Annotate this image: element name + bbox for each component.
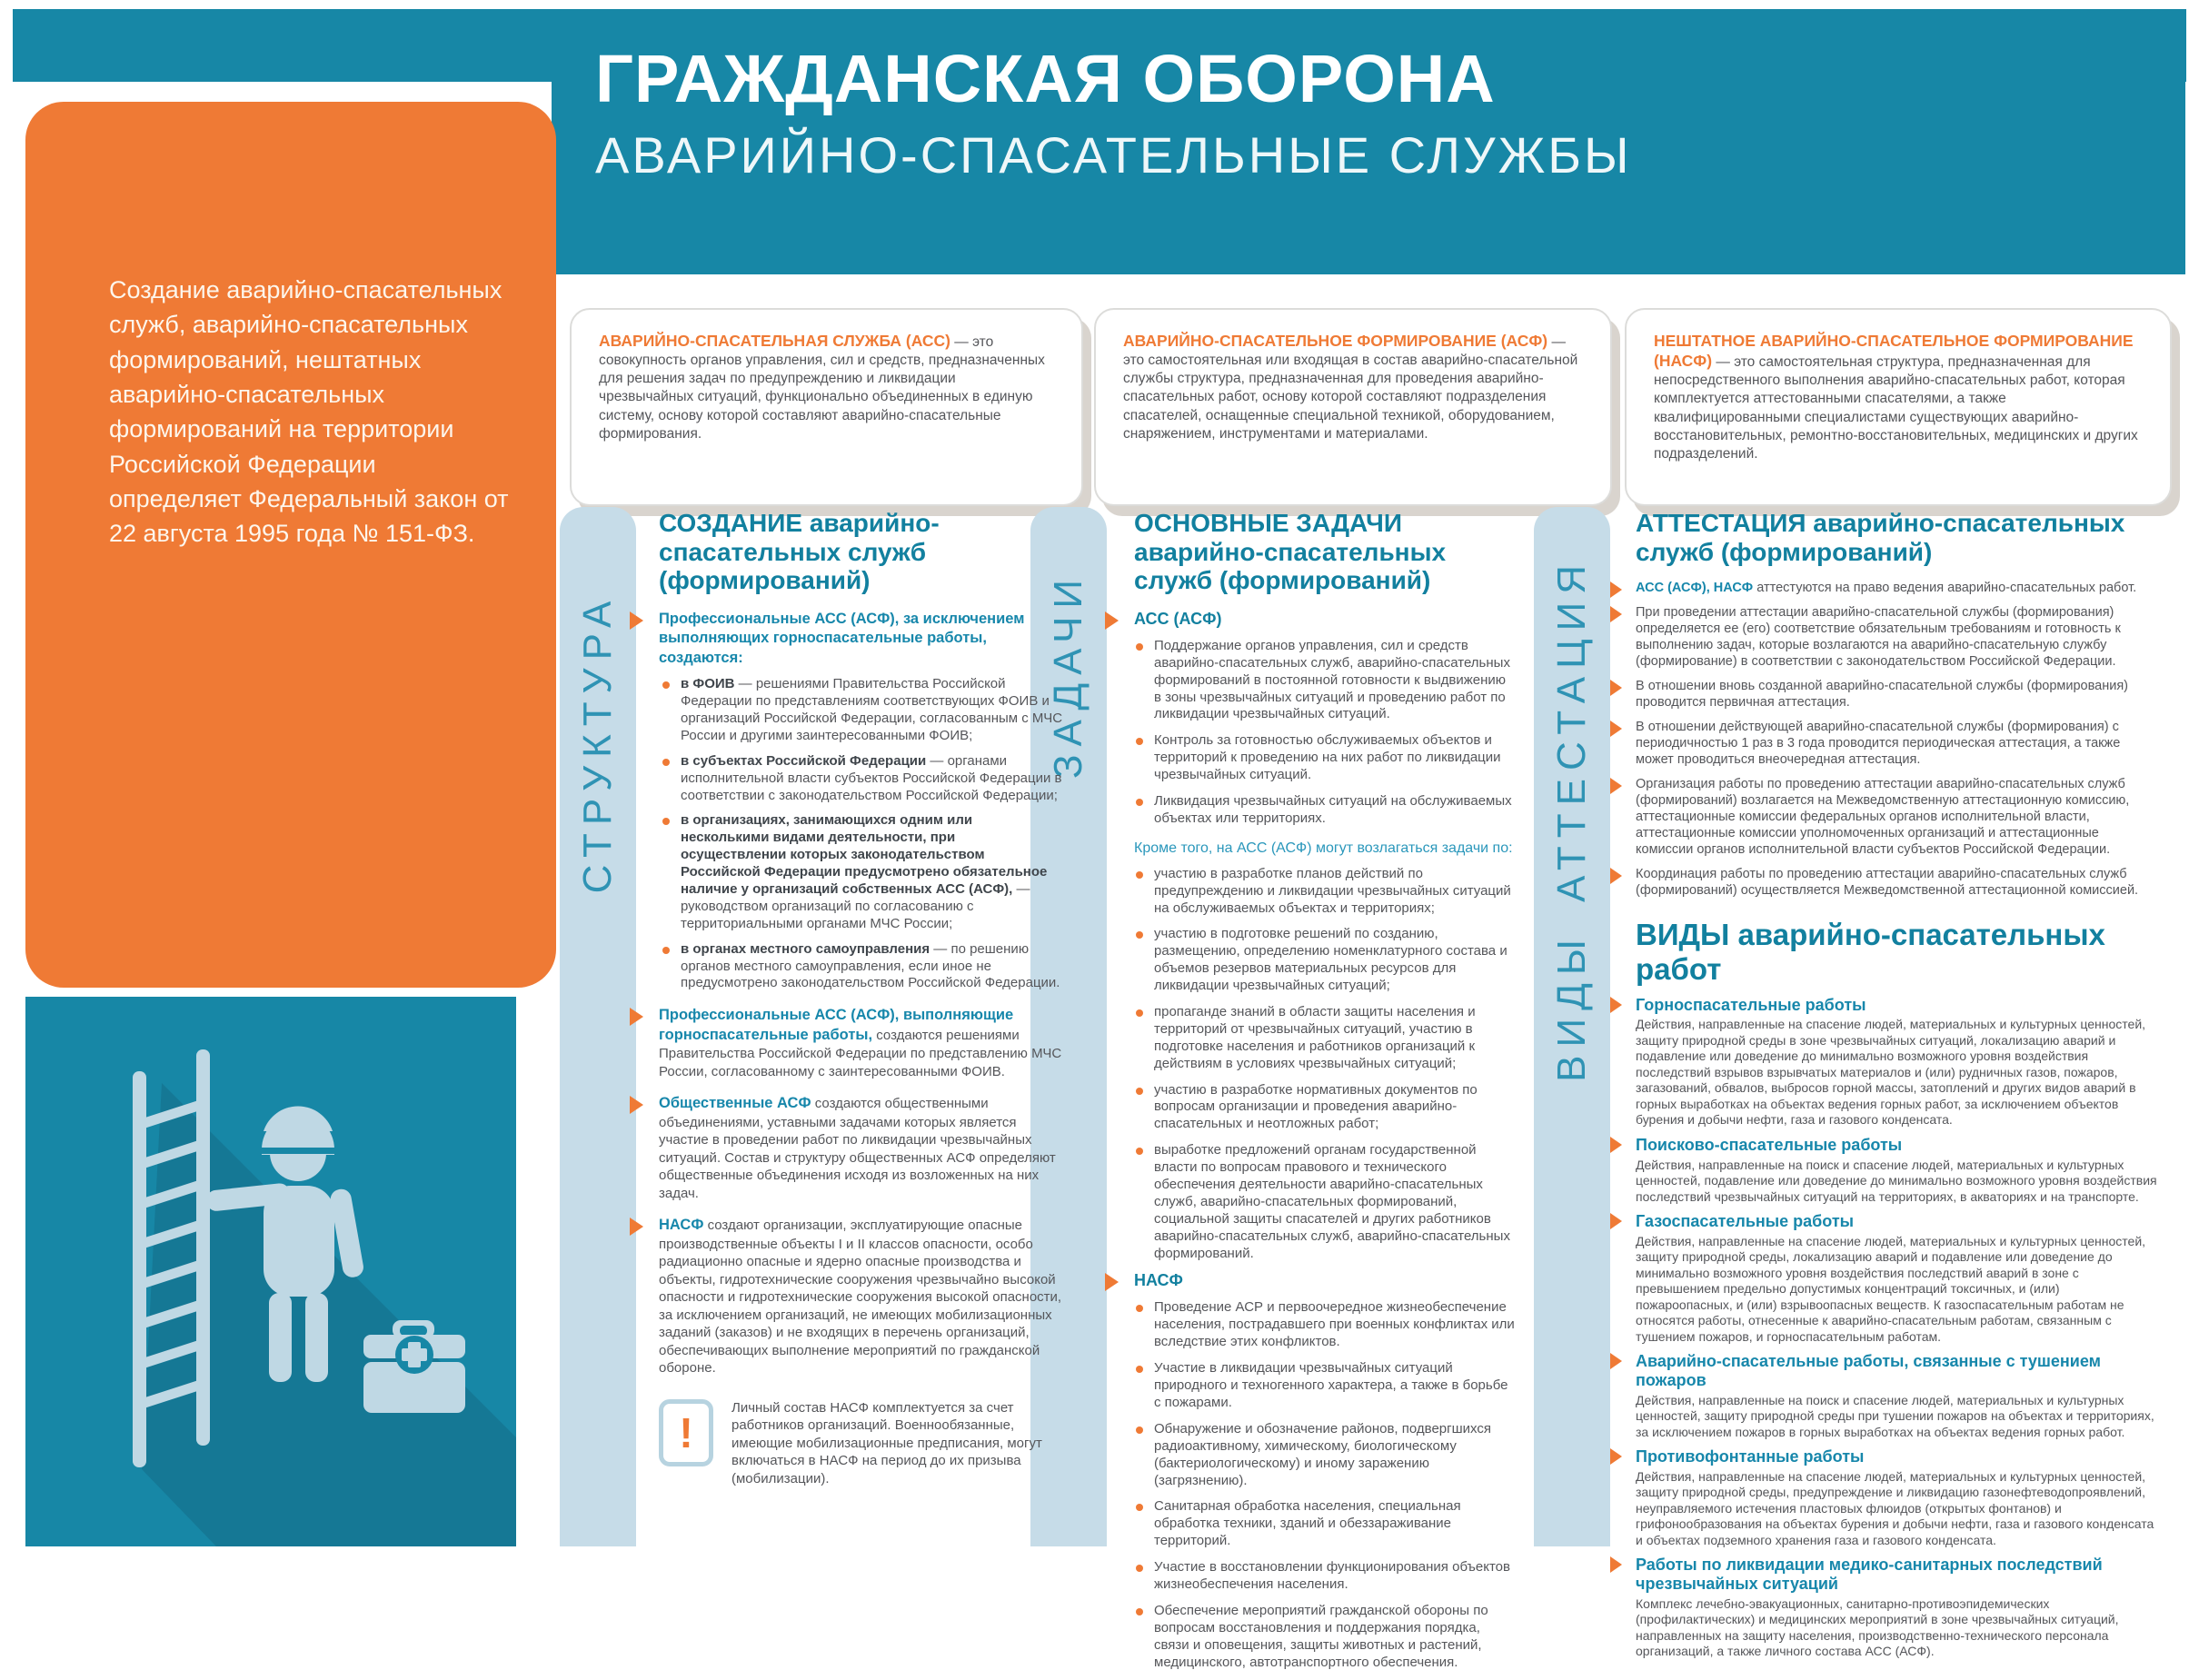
work-type-text: Действия, направленные на спасение людей, материальных и культурных ценностей, защиту природной среды в зоне чрезвычайных ситуаций, локализацию аварий и подавление или доведение до минимально возможного уровня воздействия последствий взрывов взрывчатых материалов и (или) рудничных газов, пожаров, загазований, обвалов, выбросов горной массы, затоплений и других видов аварий в горных выработках на объектах ведения горных работ, за исключением объектов бурения и добычи нефти, газа и газового конденсата. [1636,1017,2146,1128]
tasks-group-extra [1134,840,1516,1263]
list-item: в субъектах Российской Федерации — органами исполнительной власти субъектов Российской Федерации в соответствии с законодательством Российской Федерации; [659,753,1063,805]
arrow-right-icon [1610,778,1622,794]
list-item: в ФОИВ — решениями Правительства Российской Федерации по представлениям соответствующих ФОИВ и организаций Российской Федерации, согласованным с МЧС России и другими заинтересованными ФОИВ; [659,676,1063,745]
work-type-text: Действия, направленные на поиск и спасение людей, материальных и культурных ценностей, подавление или доведение до минимально возможного уровня воздействия последствий чрезвычайных ситуаций на территориях, в акваториях и на транспорте. [1636,1157,2157,1204]
section-lead [659,610,1063,668]
attestation-item: АСС (АСФ), НАСФ аттестуются на право ведения аварийно-спасательных работ. [1636,581,2158,597]
list-item: пропаганде знаний в области защиты населения и территорий от чрезвычайных ситуаций, участию в подготовке населения и работников организаций к действиям в условиях чрезвычайных ситуаций; [1134,1004,1516,1073]
work-type-name: Горноспасательные работы [1636,995,1866,1014]
arrow-right-icon [1610,1448,1622,1465]
column-attestation [1636,509,2158,1667]
tasks-bullet-list [1134,866,1516,1263]
work-type-text: Действия, направленные на спасение людей, материальных и культурных ценностей, защиту природной среды, предупреждение и ликвидацию газонефтеводопроявлений, неуправляемого истечения пластовых флюидов (открытых фонтанов) и грифонообразования на объектах бурения и добычи нефти, газа и газового конденсата и объектах подземного хранения газа и газового конденсата. [1636,1468,2154,1547]
definition-term: АВАРИЙНО-СПАСАТЕЛЬНОЕ ФОРМИРОВАНИЕ (АСФ) [1123,332,1548,350]
attestation-item: В отношении вновь созданной аварийно-спасательной службы (формирования) проводится первичная аттестация. [1636,679,2158,711]
definition-term: АВАРИЙНО-СПАСАТЕЛЬНАЯ СЛУЖБА (АСС) [599,332,950,350]
column-tasks [1134,509,1516,1680]
exclamation-icon: ! [659,1399,713,1466]
definition-card-nasf [1625,308,2172,506]
intro-panel [25,102,556,988]
arrow-right-icon [630,1096,643,1114]
arrow-right-icon [1610,997,1622,1013]
definition-card-asf [1094,308,1612,506]
header [552,9,2185,274]
structure-section [659,610,1063,992]
work-type [1636,1352,2158,1440]
work-type-name: Противофонтанные работы [1636,1447,1865,1466]
work-type [1636,996,2158,1128]
list-item: Контроль за готовностью обслуживаемых объектов и территорий к проведению на них работ по ликвидации чрезвычайных ситуаций. [1134,732,1516,784]
structure-bullet-list [659,676,1063,992]
work-type [1636,1447,2158,1548]
list-item: Обеспечение мероприятий гражданской обороны по вопросам восстановления и поддержания порядка, связи и оповещения, защиты животных и растений, медицинского, автотранспортного обеспечения. [1134,1603,1516,1672]
work-type-text: Действия, направленные на спасение людей, материальных и культурных ценностей, защиту природной среды, локализацию аварий и подавление или доведение до минимально возможного уровня воздействия последствий аварий в зоне с превышением предельно допустимых концентраций токсичных, и (или) пожароопасных, и (или) взрывоопасных веществ. К газоспасательным работам не относятся работы, отнесенные к аварийно-спасательным работам, связанным с тушением пожаров, и горноспасательным работам. [1636,1233,2146,1344]
list-item: Проведение АСР и первоочередное жизнеобеспечение населения, пострадавшего при военных конфликтах или вследствие этих конфликтов. [1134,1299,1516,1351]
section-lead: Профессиональные АСС (АСФ), выполняющие горноспасательные работы, создаются решениями Правительства Российской Федерации по представлению МЧС России, согласованному с заинтересованными ФОИВ. [659,1007,1062,1079]
structure-section [659,1094,1063,1202]
arrow-right-icon [1610,1556,1622,1573]
arrow-right-icon [630,1008,643,1026]
work-type-name: Работы по ликвидации медико-санитарных последствий чрезвычайных ситуаций [1636,1556,2103,1594]
list-item: Ликвидация чрезвычайных ситуаций на обслуживаемых объектах или территориях. [1134,793,1516,828]
group-subheading: АСС (АСФ) [1134,610,1516,629]
arrow-right-icon [630,1218,643,1236]
list-item: Участие в восстановлении функционирования объектов жизнеобеспечения населения. [1134,1559,1516,1594]
arrow-right-icon [1610,606,1622,622]
definition-text: — это самостоятельная структура, предназначенная для непосредственного выполнения аварийно-спасательных работ, которая комплектуется аттестованными спасателями, а также квалифицированными специалистами существующих аварийно-восстановительных, ремонтно-восстановительных, медицинских и других подразделений. [1654,354,2138,462]
structure-section [659,1006,1063,1080]
arrow-right-icon [1105,611,1119,630]
vertical-label-tasks: ЗАДАЧИ [1046,571,1090,780]
definition-text: — это совокупность органов управления, сил и средств, предназначенных для решения задач по предупреждению и ликвидации чрезвычайных ситуаций, функционально объединенных в единую систему, основу которой составляют аварийно-спасательные формирования. [599,334,1045,442]
list-item: Поддержание органов управления, сил и средств аварийно-спасательных служб, аварийно-спасательных формирований в постоянной готовности к выдвижению в зоны чрезвычайных ситуаций и проведению работ по ликвидации чрезвычайных ситуаций. [1134,638,1516,723]
tasks-group-ass [1134,610,1516,828]
section-lead: Общественные АСФ создаются общественными объединениями, уставными задачами которых является участие в проведении работ по ликвидации чрезвычайных ситуаций. Состав и структуру общественных АСФ определяют общественные объединения исходя из возложенных на них задач. [659,1095,1056,1201]
strip-structure [560,507,636,1546]
tasks-bullet-list [1134,1299,1516,1671]
list-item: в организациях, занимающихся одним или несколькими видами деятельности, при осуществлении которых законодательством Российской Федерации предусмотрено обязательное наличие у организаций собственных АСС (АСФ), — руководством организаций по согласованию с территориальными органами МЧС России; [659,812,1063,932]
arrow-right-icon [1610,582,1622,598]
group-lead: Кроме того, на АСС (АСФ) могут возлагаться задачи по: [1134,840,1513,856]
work-type-text: Действия, направленные на поиск и спасение людей, материальных и культурных ценностей, защиту природной среды при тушении пожаров на объектах и территориях, за исключением пожаров в горных выработках на объектах ведения горных работ. [1636,1392,2154,1439]
arrow-right-icon [1105,1273,1119,1291]
work-type [1636,1136,2158,1205]
column-structure [659,509,1063,1487]
page-title: ГРАЖДАНСКАЯ ОБОРОНА [595,41,1496,116]
work-type-text: Комплекс лечебно-эвакуационных, санитарно-противоэпидемических (профилактических) и медицинских мероприятий в зоне чрезвычайных ситуаций, направленных на защиту населения, производственно-технического персонала организаций, а также личного состава АСС (АСФ). [1636,1596,2119,1659]
column-heading: СОЗДАНИЕ аварийно-спасательных служб (формирований) [659,509,940,595]
vertical-label-structure: СТРУКТУРА [575,592,620,894]
types-heading: ВИДЫ аварийно-спасательных работ [1636,917,2105,986]
section-lead-bold: Профессиональные АСС (АСФ), за исключением выполняющих горноспасательные работы, создаются: [659,610,1025,666]
note-text: Личный состав НАСФ комплектуется за счет работников организаций. Военнообязанные, имеющие мобилизационные предписания, могут включаться в НАСФ на период до их призыва (мобилизации). [731,1399,1042,1486]
arrow-right-icon [1610,1213,1622,1229]
work-type-name: Поисково-спасательные работы [1636,1135,1903,1154]
tasks-group-nasf [1134,1271,1516,1671]
arrow-right-icon [1610,721,1622,737]
note-box [659,1399,1063,1488]
work-type [1636,1556,2158,1659]
arrow-right-icon [1610,1137,1622,1153]
work-type-name: Газоспасательные работы [1636,1212,1855,1231]
intro-text: Создание аварийно-спасательных служб, аварийно-спасательных формирований, нештатных аварийно-спасательных формирований на территории Российской Федерации определяет Федеральный закон от 22 августа 1995 года № 151-ФЗ. [109,276,509,548]
list-item: Обнаружение и обозначение районов, подвергшихся радиоактивному, химическому, биологическому (бактериологическому) и иному заражению (загрязнению). [1134,1421,1516,1490]
structure-section [659,1216,1063,1377]
section-lead: НАСФ создают организации, эксплуатирующие опасные производственные объекты I и II классов опасности, особо радиационно опасные и ядерно опасные производства и объекты, гидротехнические сооружения чрезвычайно высокой опасности и гидротехнические сооружения высокой опасности, за исключением организаций, не имеющих мобилизационных заданий (заказов) и не входящих в перечень организаций, обеспечивающих выполнение мероприятий по гражданской обороне. [659,1217,1062,1377]
list-item: Участие в ликвидации чрезвычайных ситуаций природного и техногенного характера, а также в борьбе с пожарами. [1134,1360,1516,1412]
vertical-label-vidy: ВИДЫ [1549,931,1594,1082]
list-item: участию в разработке планов действий по предупреждению и ликвидации чрезвычайных ситуаций на обслуживаемых объектах и территориях; [1134,866,1516,918]
list-item: участию в разработке нормативных документов по вопросам организации и проведения аварийно-спасательных и неотложных работ; [1134,1082,1516,1134]
strip-attestation [1534,507,1610,1546]
arrow-right-icon [1610,868,1622,884]
arrow-right-icon [1610,1353,1622,1369]
list-item: участию в подготовке решений по созданию, размещению, определению номенклатурного состава и объемов резервов материальных ресурсов для ликвидации чрезвычайных ситуаций; [1134,926,1516,995]
attestation-item: Координация работы по проведению аттестации аварийно-спасательных служб (формирований) осуществляется Межведомственной аттестационной комиссией. [1636,867,2158,900]
attestation-item: Организация работы по проведению аттестации аварийно-спасательных служб (формирований) возлагается на Межведомственную аттестационную комиссию, аттестационные комиссии федеральных органов исполнительной власти, аттестационные комиссии уполномоченных организаций и аттестационные комиссии органов исполнительной власти субъектов Российской Федерации. [1636,777,2158,859]
column-heading: АТТЕСТАЦИЯ аварийно-спасательных служб (формирований) [1636,509,2125,566]
work-type-name: Аварийно-спасательные работы, связанные с тушением пожаров [1636,1352,2101,1389]
tasks-bullet-list [1134,638,1516,828]
rescuer-illustration [25,997,516,1546]
attestation-item: При проведении аттестации аварийно-спасательной службы (формирования) определяется ее (его) соответствие обязательным требованиям и готовность к выполнению задач, которые возлагаются на аварийно-спасательную службу (формирование) в соответствии с законодательством Российской Федерации. [1636,605,2158,671]
column-heading: ОСНОВНЫЕ ЗАДАЧИ аварийно-спасательных служб (формирований) [1134,509,1447,595]
arrow-right-icon [1610,680,1622,696]
definition-text: — это самостоятельная или входящая в состав аварийно-спасательной службы структура, предназначенная для проведения аварийно-спасательных работ, основу которой составляют подразделения спасателей, оснащенные специальной техникой, оборудованием, снаряжением, инструментами и материалами. [1123,334,1578,442]
page-subtitle: АВАРИЙНО-СПАСАТЕЛЬНЫЕ СЛУЖБЫ [595,125,1632,184]
definition-card-ass [570,308,1083,506]
work-type [1636,1212,2158,1345]
definition-term: НЕШТАТНОЕ АВАРИЙНО-СПАСАТЕЛЬНОЕ ФОРМИРОВАНИЕ (НАСФ) [1654,332,2134,371]
list-item: выработке предложений органам государственной власти по вопросам правового и технического обеспечения деятельности аварийно-спасательных служб, аварийно-спасательных формирований, социальной защиты спасателей и других работников аварийно-спасательных служб, аварийно-спасательных формирований. [1134,1142,1516,1262]
rescuer-icon [25,997,516,1546]
group-subheading: НАСФ [1134,1271,1516,1290]
list-item: Санитарная обработка населения, специальная обработка техники, зданий и обеззараживание территорий. [1134,1498,1516,1550]
vertical-label-attestation: АТТЕСТАЦИЯ [1549,556,1594,903]
list-item: в органах местного самоуправления — по решению органов местного самоуправления, если иное не предусмотрено законодательством Российской Федерации. [659,941,1063,993]
attestation-item: В отношении действующей аварийно-спасательной службы (формирования) с периодичностью 1 раз в 3 года проводится периодическая аттестация, а также может проводиться внеочередная аттестация. [1636,720,2158,769]
arrow-right-icon [630,611,643,630]
